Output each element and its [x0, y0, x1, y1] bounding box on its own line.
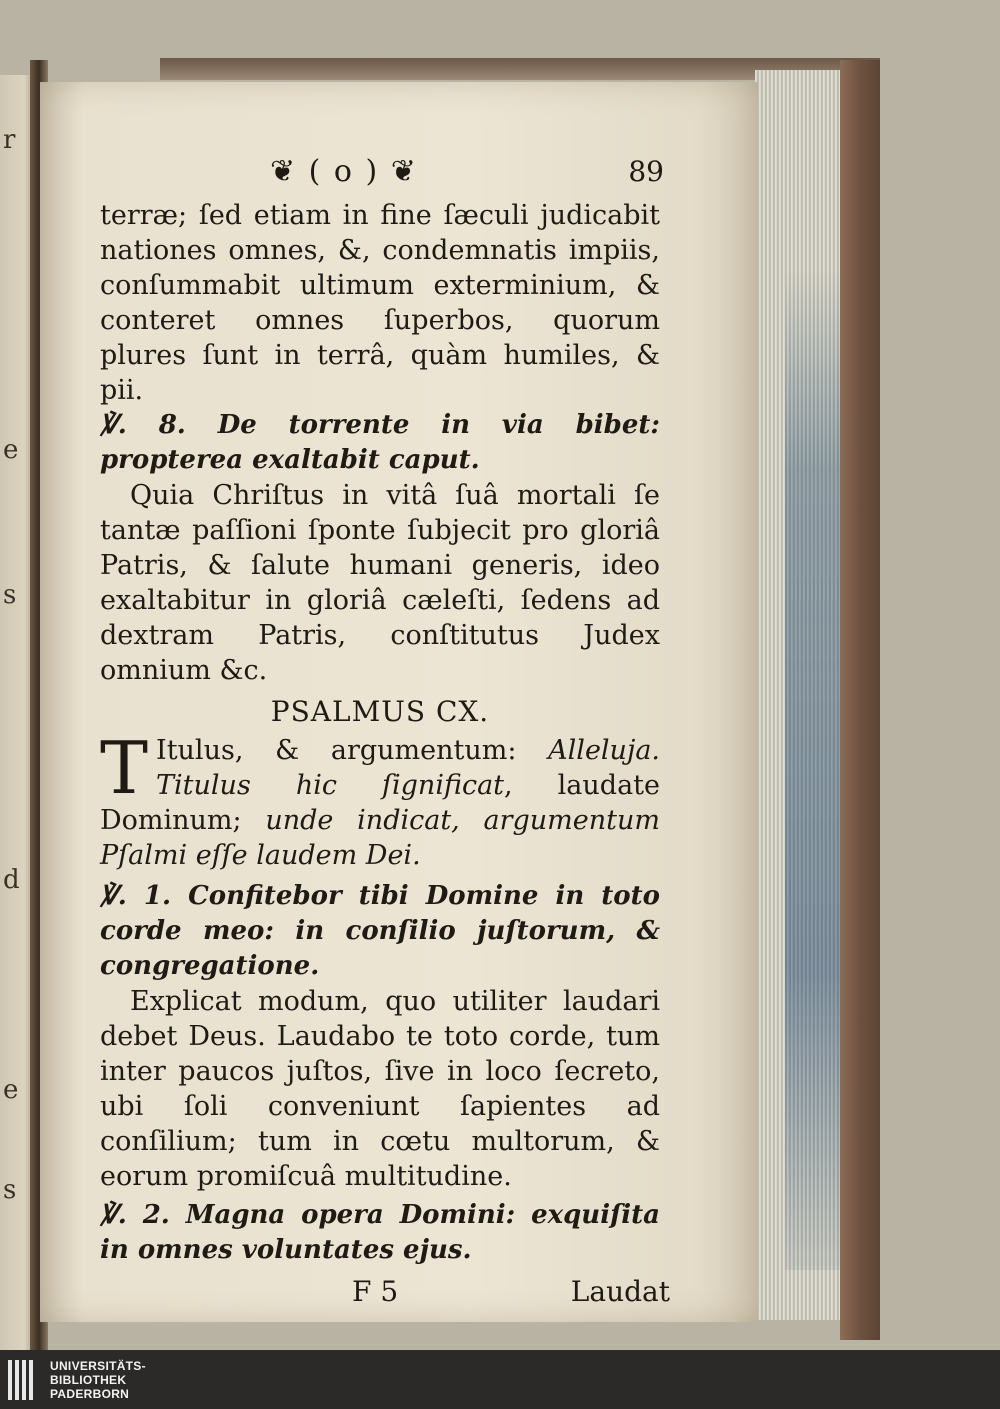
page-text: [100, 150, 670, 1314]
drop-cap: T: [100, 726, 149, 810]
left-page-letter: s: [3, 580, 17, 610]
verse-8: ℣. 8. De torrente in via bibet: propterea exaltabit caput.: [100, 410, 660, 475]
titulus-text: Itulus, & argumentum:: [156, 735, 549, 766]
page-header: [100, 150, 664, 198]
titulus-alleluja: Alleluja.: [548, 735, 660, 766]
book-cover-right: [840, 60, 880, 1340]
verse-2: ℣. 2. Magna opera Domini: exquiſita in omnes voluntates ejus.: [100, 1200, 660, 1265]
titulus-italic: unde indicat, argumentum Pſalmi eſſe laudem Dei.: [100, 805, 660, 871]
paragraph: Explicat modum, quo utiliter laudari debet Deus. Laudabo te toto corde, tum inter paucos juſtos, ſive in loco ſecreto, ubi ſoli conveniunt ſapientes ad conſilium; tum in cœtu multorum, & eorum promiſcuâ multitudine.: [100, 986, 660, 1192]
header-ornament: ❦ ( o ) ❦: [270, 154, 418, 189]
logo-bars-icon: [8, 1360, 36, 1404]
titulus-italic: Titulus hic ſignificat: [156, 770, 505, 801]
library-logo: [8, 1358, 208, 1404]
left-page-letter: e: [3, 1075, 19, 1105]
left-page-letter: s: [3, 1175, 17, 1205]
titulus-text: , laudate Dominum;: [100, 770, 661, 836]
catchword: Laudat: [570, 1275, 670, 1308]
verse-1: ℣. 1. Confitebor tibi Domine in toto corde meo: in conſilio juſtorum, & congregatione.: [100, 881, 660, 981]
logo-text: UNIVERSITÄTS- BIBLIOTHEK PADERBORN: [50, 1359, 146, 1401]
page-number: 89: [628, 155, 664, 188]
left-page-letter: e: [3, 435, 19, 465]
paragraph: terræ; ſed etiam in fine ſæculi judicabit nationes omnes, &, condemnatis impiis, conſummabit ultimum exterminium, & conteret omnes ſuperbos, quorum plures ſunt in terrâ, quàm humiles, & pii.: [100, 200, 660, 406]
titulus-paragraph: [100, 726, 661, 873]
left-page-letter: d: [3, 865, 20, 895]
left-page-letter: r: [3, 125, 16, 155]
signature-mark: F 5: [352, 1275, 399, 1308]
page-footer: [100, 1274, 670, 1314]
psalm-title: PSALMUS CX.: [270, 695, 490, 728]
paragraph: Quia Chriſtus in vitâ ſuâ mortali ſe tantæ paſſioni ſponte ſubjecit pro gloriâ Patris, & ſalute humani generis, ideo exaltabitur in gloriâ cæleſti, ſedens ad dextram Patris, conſtitutus Judex omnium &c.: [100, 480, 660, 686]
